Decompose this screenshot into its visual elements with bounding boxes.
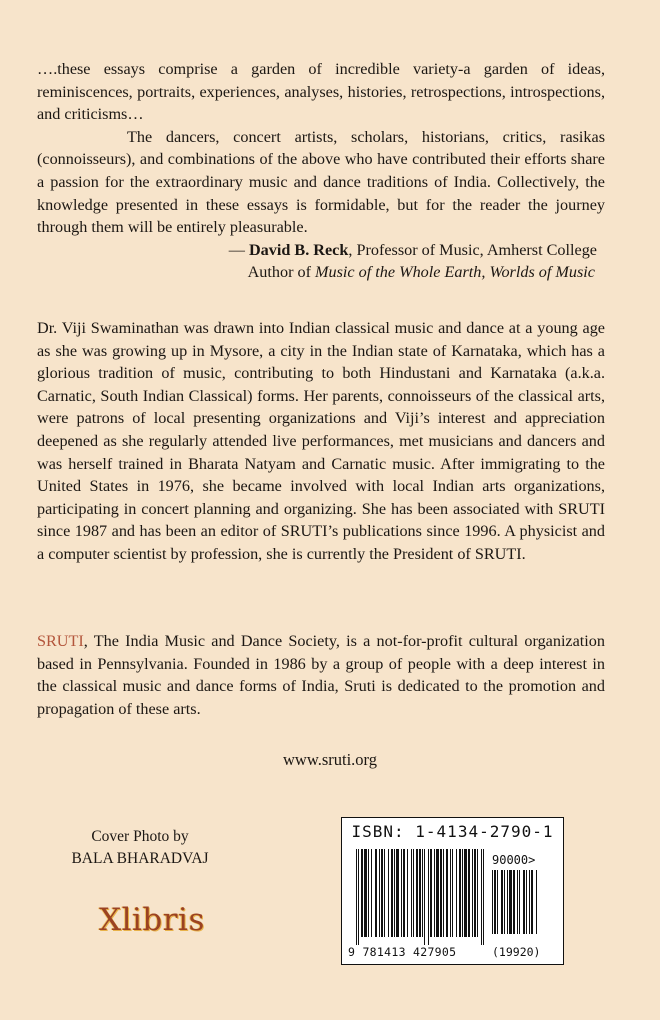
website-link[interactable]: www.sruti.org xyxy=(283,750,377,769)
cover-credit-line-1: Cover Photo by xyxy=(91,828,189,845)
isbn-digits: 9 781413 427905 xyxy=(348,945,457,959)
author-bio xyxy=(37,317,605,566)
about-organization xyxy=(37,630,605,720)
attribution-dash: — xyxy=(228,240,249,259)
price-barcode-icon xyxy=(492,870,548,942)
ean-barcode-icon xyxy=(356,849,488,945)
quote-attribution xyxy=(37,239,605,262)
bio-paragraph: Dr. Viji Swaminathan was drawn into Indian classical music and dance at a young age as she was growing up in Mysore, a city in the Indian state of Karnataka, which has a glorious tradition of music, contributing to both Hindustani and Karnataka (a.k.a. Carnatic, South Indian Classical) forms. Her parents, connoisseurs of the classical arts, were patrons of local presenting organizations and Viji’s interest and appreciation deepened as she regularly attended live performances, met musicians and dancers and was herself trained in Bharata Natyam and Carnatic music. After immigrating to the United States in 1976, she became involved with local Indian arts organizations, participating in concert planning and organizing. She has been associated with SRUTI since 1987 and has been an editor of SRUTI’s publications since 1996. A physicist and a computer scientist by profession, she is currently the President of SRUTI. xyxy=(37,319,605,563)
attribution-author-line xyxy=(37,261,605,284)
isbn-label: ISBN: 1-4134-2790-1 xyxy=(351,822,554,841)
attribution-name: David B. Reck xyxy=(248,240,349,259)
quote-paragraph-2: The dancers, concert artists, scholars, historians, critics, rasikas (connoisseurs), and combinations of the above who have contributed their efforts share a passion for the extraordinary music and dance traditions of India. Collectively, the knowledge presented in these essays is formidable, but for the reader the journey through them will be entirely pleasurable. xyxy=(37,127,605,237)
isbn-barcode xyxy=(341,817,564,965)
publisher-logo: Xlibris xyxy=(99,902,205,938)
price-digits: (19920) xyxy=(492,945,541,959)
cover-credit-line-2: BALA BHARADVAJ xyxy=(71,850,209,867)
cover-photo-credit xyxy=(70,826,210,870)
author-prefix: Author of xyxy=(247,263,316,282)
about-text: , The India Music and Dance Society, is a not-for-profit cultural organization based in Pennsylvania. Founded in 1986 by a group of people with a deep interest in the classical music and dance forms of India, Sruti is dedicated to the promotion and propagation of these arts. xyxy=(37,632,605,718)
org-name: SRUTI xyxy=(37,632,84,650)
author-works: Music of the Whole Earth, Worlds of Music xyxy=(315,263,595,282)
quote-paragraph-1: ….these essays comprise a garden of incredible variety-a garden of ideas, reminiscences, portraits, experiences, analyses, histories, retrospections, introspections, and criticisms… xyxy=(37,60,605,124)
attribution-role: , Professor of Music, Amherst College xyxy=(348,240,597,259)
about-paragraph xyxy=(37,630,605,720)
endorsement-quote xyxy=(37,58,605,284)
price-code: 90000> xyxy=(492,853,536,867)
